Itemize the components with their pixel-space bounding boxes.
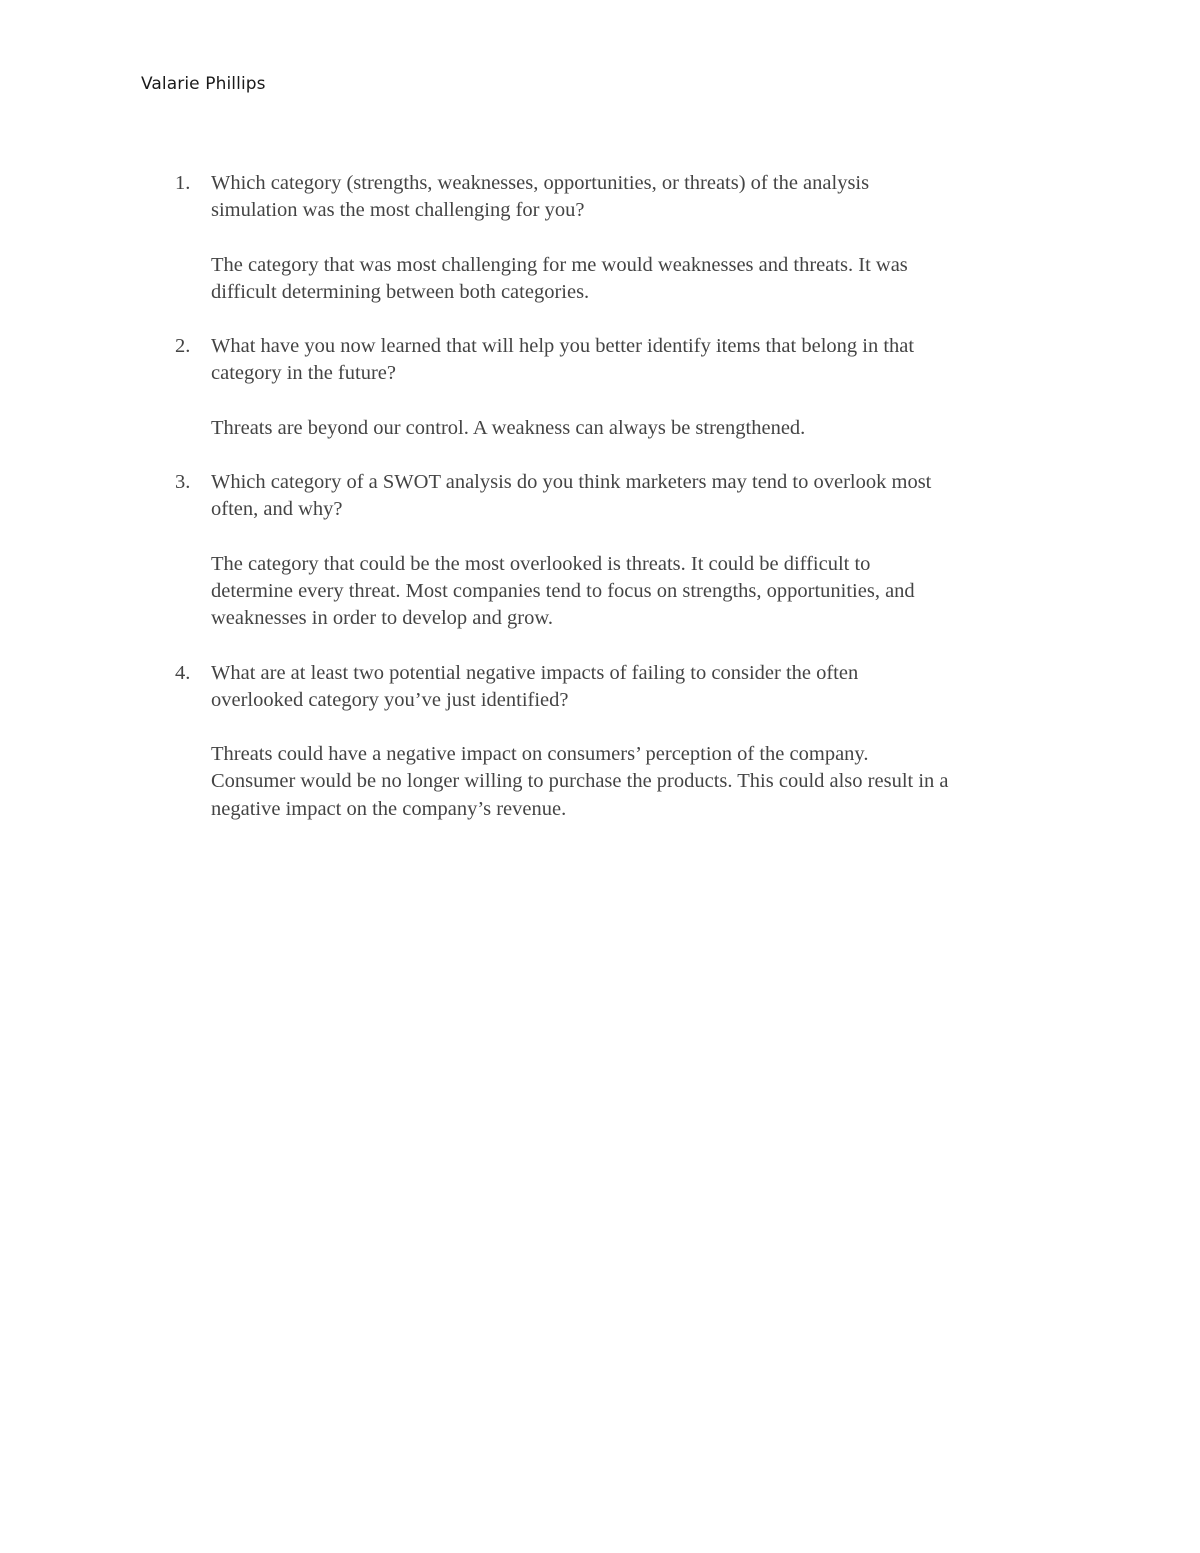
answer-line: determine every threat. Most companies tend to focus on strengths, opportunities, and [211, 579, 915, 602]
answer-line: negative impact on the company’s revenue. [211, 797, 567, 820]
question-number: 3. [175, 471, 191, 494]
author-name: Valarie Phillips [141, 74, 266, 94]
question-text [211, 660, 1071, 715]
question-line: often, and why? [211, 498, 343, 521]
question-line: simulation was the most challenging for you? [211, 199, 585, 222]
question-text [211, 170, 1071, 225]
question-item-2 [0, 333, 1200, 442]
question-line: overlooked category you’ve just identified? [211, 688, 569, 711]
question-item-1 [0, 170, 1200, 306]
answer-line: weaknesses in order to develop and grow. [211, 607, 553, 630]
question-item-3 [0, 469, 1200, 632]
answer-line: Threats are beyond our control. A weakness can always be strengthened. [211, 416, 806, 439]
answer-line: The category that was most challenging for me would weaknesses and threats. It was [211, 253, 908, 276]
answer-line: Threats could have a negative impact on consumers’ perception of the company. [211, 743, 869, 766]
answer-text [211, 415, 1071, 442]
answer-line: difficult determining between both categories. [211, 280, 590, 303]
question-line: What have you now learned that will help you better identify items that belong in that [211, 335, 915, 358]
question-line: Which category of a SWOT analysis do you think marketers may tend to overlook most [211, 471, 932, 494]
answer-text [211, 741, 1071, 823]
question-number: 2. [175, 335, 191, 358]
question-item-4 [0, 660, 1200, 823]
question-line: category in the future? [211, 362, 396, 385]
question-line: Which category (strengths, weaknesses, opportunities, or threats) of the analysis [211, 172, 870, 194]
answer-line: The category that could be the most overlooked is threats. It could be difficult to [211, 552, 871, 575]
question-text [211, 469, 1071, 524]
answer-text [211, 252, 1071, 307]
answer-line: Consumer would be no longer willing to purchase the products. This could also result in a [211, 770, 949, 793]
question-number: 1. [175, 172, 191, 194]
question-text [211, 333, 1071, 388]
question-list [0, 170, 1200, 850]
answer-text [211, 551, 1071, 633]
question-number: 4. [175, 661, 191, 684]
question-line: What are at least two potential negative impacts of failing to consider the often [211, 661, 859, 684]
